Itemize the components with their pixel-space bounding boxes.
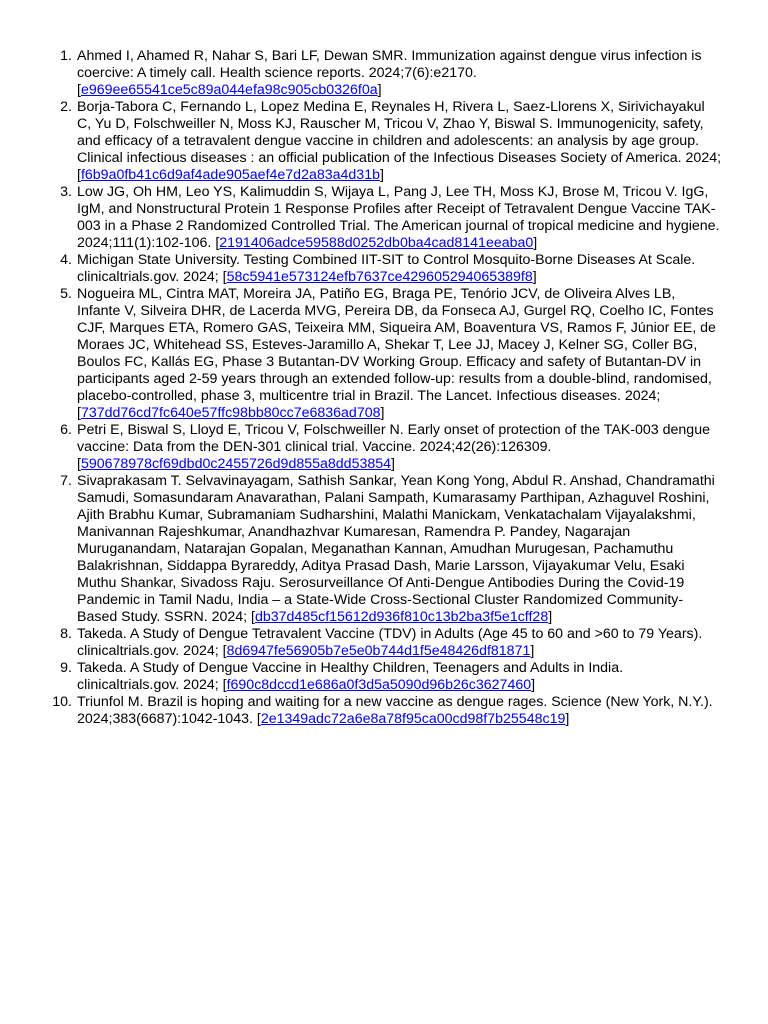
reference-item: 3. Low JG, Oh HM, Leo YS, Kalimuddin S, Wijaya L, Pang J, Lee TH, Moss KJ, Brose M, Tricou V. IgG, IgM, and Nonstructural Protein 1 Response Profiles after Receipt of Tetravalent Dengue Vaccine TAK-003 in a Phase 2 Randomized Controlled Trial. The American journal of tropical medicine and hygiene. 2024;111(1):102-106. [2191406adce59588d0252db0ba4cad8141eeaba0] — [46, 184, 722, 252]
reference-item: 4. Michigan State University. Testing Combined IIT-SIT to Control Mosquito-Borne Diseases At Scale. clinicaltrials.gov. 2024; [58c5941e573124efb7637ce429605294065389f8] — [46, 252, 722, 286]
reference-link[interactable]: 8d6947fe56905b7e5e0b744d1f5e48426df81871 — [226, 643, 531, 659]
reference-link[interactable]: db37d485cf15612d936f810c13b2ba3f5e1cff28 — [254, 609, 549, 625]
reference-link[interactable]: f6b9a0fb41c6d9af4ade905aef4e7d2a83a4d31b — [80, 167, 380, 183]
reference-number: 7. — [60, 473, 72, 489]
reference-text: Borja-Tabora C, Fernando L, Lopez Medina E, Reynales H, Rivera L, Saez-Llorens X, Sirivichayakul C, Yu D, Folschweiller N, Moss KJ, Rauscher M, Tricou V, Zhao Y, Biswal S. Immunogenicity, safety, and efficacy of a tetravalent dengue vaccine in children and adolescents: an analysis by age group. Clinical infectious diseases : an official publication of the Infectious Diseases Society of America. 2024; — [77, 99, 722, 166]
reference-number: 10. — [52, 694, 72, 710]
reference-number: 3. — [60, 184, 72, 200]
reference-link[interactable]: f690c8dccd1e686a0f3d5a5090d96b26c3627460 — [226, 677, 532, 693]
reference-item: 8. Takeda. A Study of Dengue Tetravalent Vaccine (TDV) in Adults (Age 45 to 60 and >60 to 79 Years). clinicaltrials.gov. 2024; [8d6947fe56905b7e5e0b744d1f5e48426df81871] — [46, 626, 722, 660]
reference-item: 1. Ahmed I, Ahamed R, Nahar S, Bari LF, Dewan SMR. Immunization against dengue virus infection is coercive: A timely call. Health science reports. 2024;7(6):e2170. [e969ee65541ce5c89a044efa98c905cb0326f0a] — [46, 48, 722, 99]
reference-text: Sivaprakasam T. Selvavinayagam, Sathish Sankar, Yean Kong Yong, Abdul R. Anshad, Chandramathi Samudi, Somasundaram Anavarathan, Palani Sampath, Kumarasamy Parthipan, Azhaguvel Roshini, Ajith Brabhu Kumar, Subramaniam Sudharshini, Malathi Manickam, Venkatachalam Vijayalakshmi, Manivannan Rajeshkumar, Anandhazhvar Kumaresan, Ramendra P. Pandey, Nagarajan Muruganandam, Natarajan Gopalan, Meganathan Kannan, Amudhan Murugesan, Pachamuthu Balakrishnan, Siddappa Byrareddy, Aditya Prasad Dash, Marie Larsson, Vijayakumar Velu, Esaki Muthu Shankar, Sivadoss Raju. Serosurveillance Of Anti-Dengue Antibodies During the Covid-19 Pandemic in Tamil Nadu, India – a State-Wide Cross-Sectional Cluster Randomized Community-Based Study. SSRN. 2024; — [77, 473, 715, 625]
reference-item: 5. Nogueira ML, Cintra MAT, Moreira JA, Patiño EG, Braga PE, Tenório JCV, de Oliveira Alves LB, Infante V, Silveira DHR, de Lacerda MVG, Pereira DB, da Fonseca AJ, Gurgel RQ, Coelho IC, Fontes CJF, Marques ETA, Romero GAS, Teixeira MM, Siqueira AM, Boaventura VS, Ramos F, Júnior EE, de Moraes JC, Whitehead SS, Esteves-Jaramillo A, Shekar T, Lee JJ, Macey J, Kelner SG, Coller BG, Boulos FC, Kallás EG, Phase 3 Butantan-DV Working Group. Efficacy and safety of Butantan-DV in participants aged 2-59 years through an extended follow-up: results from a double-blind, randomised, placebo-controlled, phase 3, multicentre trial in Brazil. The Lancet. Infectious diseases. 2024; [737dd76cd7fc640e57ffc98bb80cc7e6836ad708] — [46, 286, 722, 422]
reference-item: 7. Sivaprakasam T. Selvavinayagam, Sathish Sankar, Yean Kong Yong, Abdul R. Anshad, Chandramathi Samudi, Somasundaram Anavarathan, Palani Sampath, Kumarasamy Parthipan, Azhaguvel Roshini, Ajith Brabhu Kumar, Subramaniam Sudharshini, Malathi Manickam, Venkatachalam Vijayalakshmi, Manivannan Rajeshkumar, Anandhazhvar Kumaresan, Ramendra P. Pandey, Nagarajan Muruganandam, Natarajan Gopalan, Meganathan Kannan, Amudhan Murugesan, Pachamuthu Balakrishnan, Siddappa Byrareddy, Aditya Prasad Dash, Marie Larsson, Vijayakumar Velu, Esaki Muthu Shankar, Sivadoss Raju. Serosurveillance Of Anti-Dengue Antibodies During the Covid-19 Pandemic in Tamil Nadu, India – a State-Wide Cross-Sectional Cluster Randomized Community-Based Study. SSRN. 2024; [db37d485cf15612d936f810c13b2ba3f5e1cff28] — [46, 473, 722, 626]
reference-item: 2. Borja-Tabora C, Fernando L, Lopez Medina E, Reynales H, Rivera L, Saez-Llorens X, Sirivichayakul C, Yu D, Folschweiller N, Moss KJ, Rauscher M, Tricou V, Zhao Y, Biswal S. Immunogenicity, safety, and efficacy of a tetravalent dengue vaccine in children and adolescents: an analysis by age group. Clinical infectious diseases : an official publication of the Infectious Diseases Society of America. 2024; [f6b9a0fb41c6d9af4ade905aef4e7d2a83a4d31b] — [46, 99, 722, 184]
reference-number: 1. — [60, 48, 72, 64]
reference-text: Ahmed I, Ahamed R, Nahar S, Bari LF, Dewan SMR. Immunization against dengue virus infection is coercive: A timely call. Health science reports. 2024;7(6):e2170. — [77, 48, 702, 81]
reference-number: 2. — [60, 99, 72, 115]
reference-text: Nogueira ML, Cintra MAT, Moreira JA, Patiño EG, Braga PE, Tenório JCV, de Oliveira Alves LB, Infante V, Silveira DHR, de Lacerda MVG, Pereira DB, da Fonseca AJ, Gurgel RQ, Coelho IC, Fontes CJF, Marques ETA, Romero GAS, Teixeira MM, Siqueira AM, Boaventura VS, Ramos F, Júnior EE, de Moraes JC, Whitehead SS, Esteves-Jaramillo A, Shekar T, Lee JJ, Macey J, Kelner SG, Coller BG, Boulos FC, Kallás EG, Phase 3 Butantan-DV Working Group. Efficacy and safety of Butantan-DV in participants aged 2-59 years through an extended follow-up: results from a double-blind, randomised, placebo-controlled, phase 3, multicentre trial in Brazil. The Lancet. Infectious diseases. 2024; — [77, 286, 716, 404]
reference-text: Petri E, Biswal S, Lloyd E, Tricou V, Folschweiller N. Early onset of protection of the TAK-003 dengue vaccine: Data from the DEN-301 clinical trial. Vaccine. 2024;42(26):126309. — [77, 422, 710, 455]
reference-link[interactable]: 58c5941e573124efb7637ce429605294065389f8 — [226, 269, 533, 285]
reference-link[interactable]: 590678978cf69dbd0c2455726d9d855a8dd53854 — [80, 456, 392, 472]
reference-number: 4. — [60, 252, 72, 268]
reference-number: 9. — [60, 660, 72, 676]
reference-text: Triunfol M. Brazil is hoping and waiting for a new vaccine as dengue rages. Science (New York, N.Y.). 2024;383(6687):1042-1043. — [77, 694, 713, 727]
reference-item: 10. Triunfol M. Brazil is hoping and waiting for a new vaccine as dengue rages. Science (New York, N.Y.). 2024;383(6687):1042-1043. [2e1349adc72a6e8a78f95ca00cd98f7b25548c19] — [46, 694, 722, 728]
reference-text: Takeda. A Study of Dengue Vaccine in Healthy Children, Teenagers and Adults in India. clinicaltrials.gov. 2024; — [77, 660, 624, 693]
reference-item: 6. Petri E, Biswal S, Lloyd E, Tricou V, Folschweiller N. Early onset of protection of the TAK-003 dengue vaccine: Data from the DEN-301 clinical trial. Vaccine. 2024;42(26):126309. [590678978cf69dbd0c2455726d9d855a8dd53854] — [46, 422, 722, 473]
reference-link[interactable]: 2e1349adc72a6e8a78f95ca00cd98f7b25548c19 — [260, 711, 566, 727]
reference-number: 8. — [60, 626, 72, 642]
reference-list — [46, 48, 722, 728]
reference-text: Low JG, Oh HM, Leo YS, Kalimuddin S, Wijaya L, Pang J, Lee TH, Moss KJ, Brose M, Tricou V. IgG, IgM, and Nonstructural Protein 1 Response Profiles after Receipt of Tetravalent Dengue Vaccine TAK-003 in a Phase 2 Randomized Controlled Trial. The American journal of tropical medicine and hygiene. 2024;111(1):102-106. — [77, 184, 720, 251]
reference-link[interactable]: e969ee65541ce5c89a044efa98c905cb0326f0a — [80, 82, 378, 98]
reference-number: 5. — [60, 286, 72, 302]
reference-number: 6. — [60, 422, 72, 438]
reference-text: Takeda. A Study of Dengue Tetravalent Vaccine (TDV) in Adults (Age 45 to 60 and >60 to 79 Years). clinicaltrials.gov. 2024; — [77, 626, 703, 659]
reference-item: 9. Takeda. A Study of Dengue Vaccine in Healthy Children, Teenagers and Adults in India. clinicaltrials.gov. 2024; [f690c8dccd1e686a0f3d5a5090d96b26c3627460] — [46, 660, 722, 694]
reference-link[interactable]: 2191406adce59588d0252db0ba4cad8141eeaba0 — [219, 235, 534, 251]
reference-link[interactable]: 737dd76cd7fc640e57ffc98bb80cc7e6836ad708 — [80, 405, 381, 421]
reference-text: Michigan State University. Testing Combined IIT-SIT to Control Mosquito-Borne Diseases At Scale. clinicaltrials.gov. 2024; — [77, 252, 696, 285]
